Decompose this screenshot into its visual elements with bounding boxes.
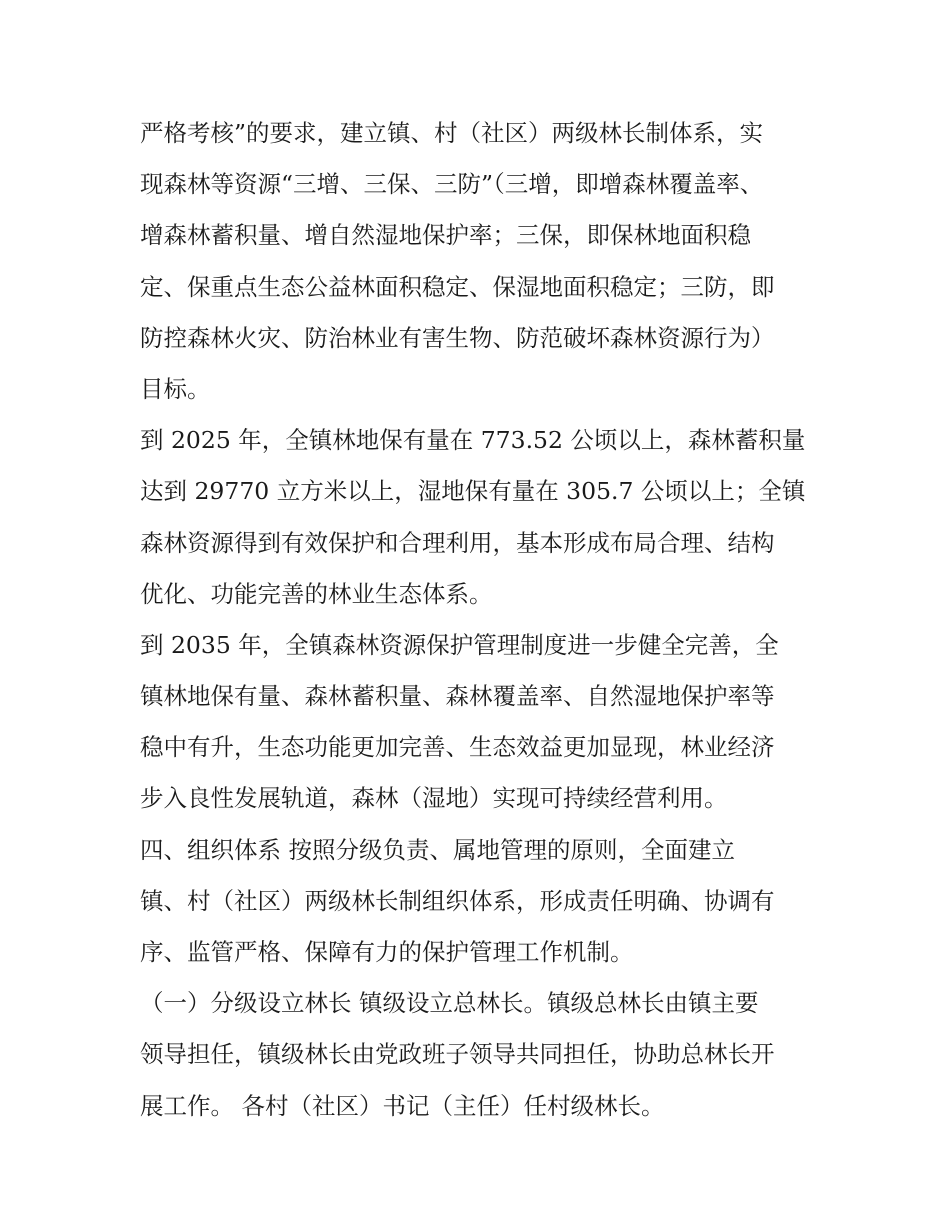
- text-line: 优化、功能完善的林业生态体系。: [140, 579, 493, 608]
- text-line: 现森林等资源“三增、三保、三防”（三增，即增森林覆盖率、: [140, 170, 764, 199]
- text-line: 镇林地保有量、森林蓄积量、森林覆盖率、自然湿地保护率等: [140, 682, 775, 711]
- text-line: 步入良性发展轨道，森林（湿地）实现可持续经营利用。: [140, 784, 728, 813]
- text-line: 到 2035 年，全镇森林资源保护管理制度进一步健全完善，全: [140, 630, 779, 659]
- text-line: 稳中有升，生态功能更加完善、生态效益更加显现，林业经济: [140, 733, 775, 762]
- text-line: 定、保重点生态公益林面积稳定、保湿地面积稳定；三防，即: [140, 272, 775, 301]
- text-line: 森林资源得到有效保护和合理利用，基本形成布局合理、结构: [140, 528, 775, 557]
- text-line: 目标。: [140, 374, 211, 403]
- subsection-heading-line: （一）分级设立林长 镇级设立总林长。镇级总林长由镇主要: [140, 989, 759, 1018]
- text-line: 防控森林火灾、防治林业有害生物、防范破坏森林资源行为）: [140, 323, 775, 352]
- text-line: 展工作。 各村（社区）书记（主任）任村级林长。: [140, 1091, 665, 1120]
- text-line: 领导担任，镇级林长由党政班子领导共同担任，协助总林长开: [140, 1040, 775, 1069]
- text-line: 达到 29770 立方米以上，湿地保有量在 305.7 公顷以上；全镇: [140, 477, 806, 506]
- text-line: 增森林蓄积量、增自然湿地保护率；三保，即保林地面积稳: [140, 221, 751, 250]
- text-line: 序、监管严格、保障有力的保护管理工作机制。: [140, 938, 634, 966]
- section-heading-line: 四、组织体系 按照分级负责、属地管理的原则，全面建立: [140, 835, 735, 864]
- document-body: [140, 108, 820, 1132]
- text-line: 到 2025 年，全镇林地保有量在 773.52 公顷以上，森林蓄积量: [140, 426, 806, 455]
- text-line: 镇、村（社区）两级林长制组织体系，形成责任明确、协调有: [140, 886, 775, 915]
- text-line: 严格考核”的要求，建立镇、村（社区）两级林长制体系，实: [140, 119, 764, 147]
